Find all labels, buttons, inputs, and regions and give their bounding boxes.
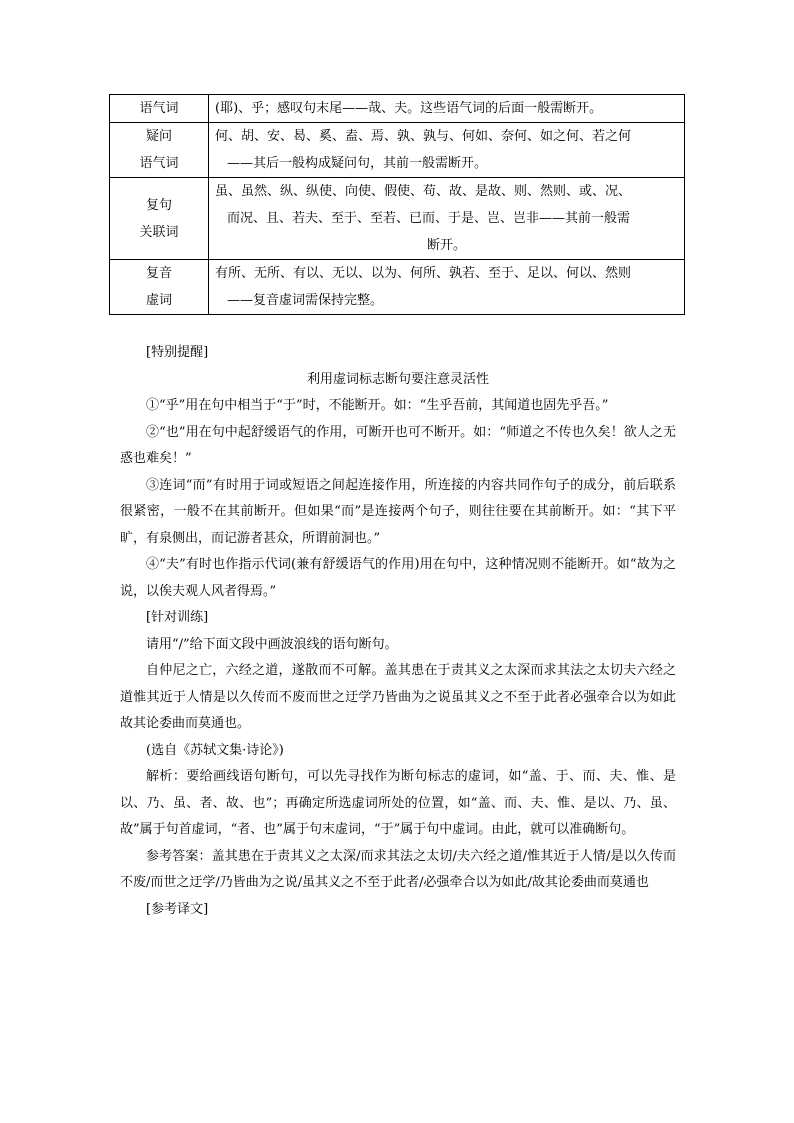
table-row <box>110 178 685 260</box>
table-row <box>110 95 685 123</box>
notice-item: ②“也”用在句中起舒缓语气的作用，可断开也可不断开。如：“师道之不传也久矣！欲人之无惑也难矣！” <box>120 424 676 466</box>
row-label: 复句 关联词 <box>110 178 209 260</box>
table-row <box>110 260 685 315</box>
row-content: 有所、无所、有以、无以、以为、何所、孰若、至于、足以、何以、然则 ——复音虚词需保持完整。 <box>209 260 685 315</box>
row-label: 疑问 语气词 <box>110 123 209 178</box>
body-text <box>120 340 676 923</box>
practice-passage: 自仲尼之亡，六经之道，遂散而不可解。盖其患在于责其义之太深而求其法之太切夫六经之道惟其近于人情是以久传而不废而世之迂学乃皆曲为之说虽其义之不至于此者必强牵合以为如此故其论委曲而莫通也。 <box>120 663 676 731</box>
practice-instruction: 请用“/”给下面文段中画波浪线的语句断句。 <box>146 636 398 652</box>
row-label: 语气词 <box>110 95 209 123</box>
row-content: 虽、虽然、纵、纵使、向使、假使、苟、故、是故、则、然则、或、况、 而况、且、若夫、至于、至若、已而、于是、岂、岂非——其前一般需 断开。 <box>209 178 685 260</box>
notice-item: ③连词“而”有时用于词或短语之间起连接作用，所连接的内容共同作句子的成分，前后联系很紧密，一般不在其前断开。但如果“而”是连接两个句子，则往往要在其前断开。如：“其下平旷，有泉侧出，而记游者甚众，所谓前洞也。” <box>120 477 676 546</box>
function-word-table <box>109 94 685 315</box>
translation-tag: [参考译文] <box>146 901 209 917</box>
row-label: 复音 虚词 <box>110 260 209 315</box>
table-row <box>110 123 685 178</box>
row-content: 何、胡、安、曷、奚、盍、焉、孰、孰与、何如、奈何、如之何、若之何 ——其后一般构成疑问句，其前一般需断开。 <box>209 123 685 178</box>
passage-source: (选自《苏轼文集·诗论》) <box>146 742 284 758</box>
reference-answer: 参考答案：盖其患在于责其义之太深/而求其法之太切/夫六经之道/惟其近于人情/是以久传而不废/而世之迂学/乃皆曲为之说/虽其义之不至于此者/必强牵合以为如此/故其论委曲而莫通也 <box>120 848 676 890</box>
row-content: (耶)、乎；感叹句末尾——哉、夫。这些语气词的后面一般需断开。 <box>209 95 685 123</box>
practice-tag: [针对训练] <box>146 610 209 625</box>
analysis: 解析：要给画线语句断句，可以先寻找作为断句标志的虚词，如“盖、于、而、夫、惟、是以、乃、虽、者、故、也”；再确定所选虚词所处的位置，如“盖、而、夫、惟、是以、乃、虽、故”属于句首虚词，“者、也”属于句末虚词，“于”属于句中虚词。由此，就可以准确断句。 <box>120 769 676 837</box>
notice-item: ④“夫”有时也作指示代词(兼有舒缓语气的作用)用在句中，这种情况则不能断开。如“故为之说，以俟夫观人风者得焉。” <box>120 557 676 599</box>
notice-item: ①“乎”用在句中相当于“于”时，不能断开。如：“生乎吾前，其闻道也固先乎吾。” <box>146 398 609 413</box>
notice-tag: [特别提醒] <box>146 345 209 360</box>
notice-title: 利用虚词标志断句要注意灵活性 <box>306 371 489 387</box>
